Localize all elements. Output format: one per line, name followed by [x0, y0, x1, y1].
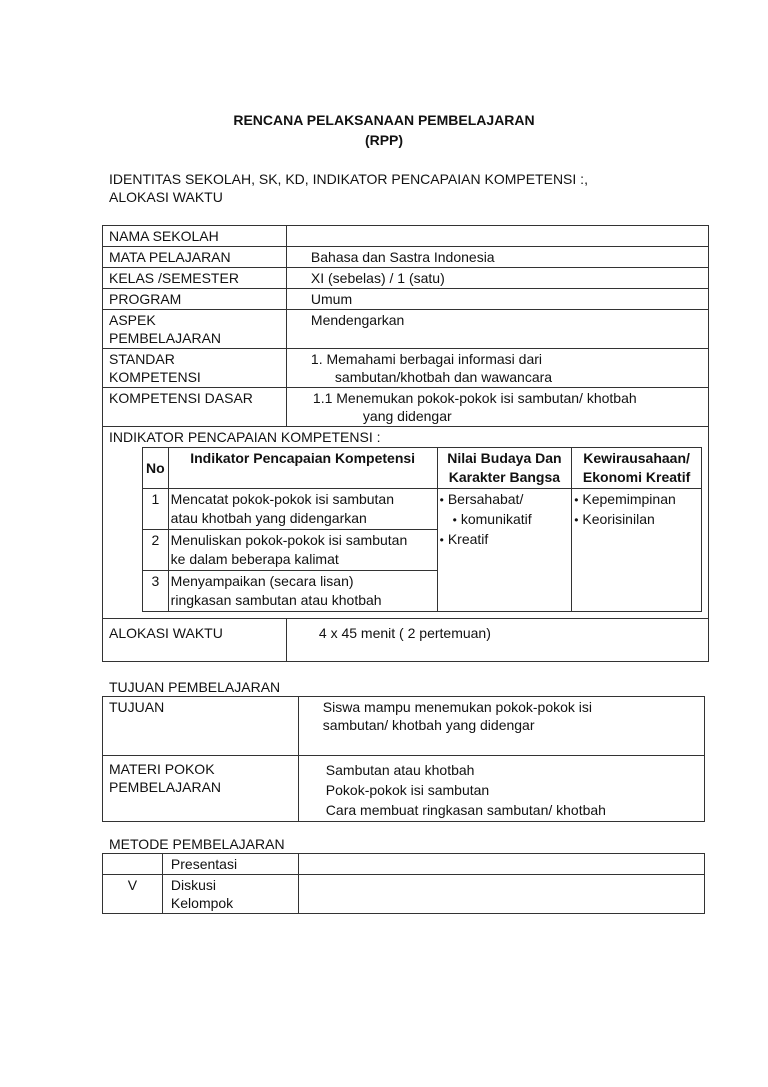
metode-name-line2: Kelompok [170, 895, 234, 911]
row-mata-pelajaran [103, 247, 709, 268]
row-nama-sekolah [103, 226, 709, 247]
aspek-label-line2: PEMBELAJARAN [109, 330, 222, 346]
list-item: • Bersahabat/ [440, 490, 570, 510]
tujuan-label: TUJUAN [103, 697, 299, 756]
metode-check [103, 854, 163, 875]
alokasi-label: ALOKASI WAKTU [103, 619, 287, 662]
kd-value-line1: 1.1 Menemukan pokok-pokok isi sambutan/ khotbah [312, 390, 637, 406]
list-item: • komunikatif [440, 510, 570, 530]
row-kelas [103, 268, 709, 289]
kd-value-line2: yang didengar [362, 408, 452, 424]
metode-heading: METODE PEMBELAJARAN [109, 836, 285, 852]
sk-label-line2: KOMPETENSI [109, 369, 201, 385]
materi-label-line2: PEMBELAJARAN [109, 779, 222, 795]
mata-pelajaran-label: MATA PELAJARAN [103, 247, 287, 268]
table-row [103, 854, 705, 875]
tujuan-value [298, 697, 704, 756]
metode-name [162, 875, 298, 914]
materi-label [103, 756, 299, 822]
aspek-label-line1: ASPEK [109, 312, 156, 328]
row-indikator-text [168, 489, 437, 530]
tujuan-table [102, 696, 705, 822]
nama-sekolah-label: NAMA SEKOLAH [103, 226, 287, 247]
row-no: 3 [143, 571, 169, 612]
row-indikator-text [168, 571, 437, 612]
header-kewirausahaan [572, 448, 702, 489]
sk-value-line2: sambutan/khotbah dan wawancara [334, 369, 553, 385]
metode-name-line1: Presentasi [170, 856, 238, 872]
indikator-header-row [143, 448, 702, 489]
row-standar-kompetensi [103, 349, 709, 388]
row-program [103, 289, 709, 310]
row-line2: atau khotbah yang didengarkan [170, 510, 367, 526]
metode-name-line1: Diskusi [170, 877, 217, 893]
header-nilai-line2: Karakter Bangsa [448, 469, 561, 485]
header-kewira-line2: Ekonomi Kreatif [582, 469, 691, 485]
header-nilai [437, 448, 572, 489]
row-alokasi-waktu [103, 619, 709, 662]
sk-label-line1: STANDAR [109, 351, 175, 367]
row-indikator-text [168, 530, 437, 571]
row-materi [103, 756, 705, 822]
kelas-label: KELAS /SEMESTER [103, 268, 287, 289]
kelas-value: XI (sebelas) / 1 (satu) [286, 268, 708, 289]
row-aspek [103, 310, 709, 349]
header-nilai-line1: Nilai Budaya Dan [447, 450, 562, 466]
sk-label [103, 349, 287, 388]
indikator-table [142, 447, 702, 612]
list-item: Cara membuat ringkasan sambutan/ khotbah [325, 802, 606, 818]
row-line1: Menuliskan pokok-pokok isi sambutan [170, 532, 408, 548]
row-line2: ke dalam beberapa kalimat [170, 551, 339, 567]
kd-label: KOMPETENSI DASAR [103, 388, 287, 427]
identitas-heading-line1: IDENTITAS SEKOLAH, SK, KD, INDIKATOR PENCAPAIAN KOMPETENSI :, [109, 171, 588, 187]
row-line1: Mencatat pokok-pokok isi sambutan [170, 491, 395, 507]
tujuan-heading: TUJUAN PEMBELAJARAN [109, 679, 281, 695]
program-value: Umum [286, 289, 708, 310]
row-no: 2 [143, 530, 169, 571]
row-no: 1 [143, 489, 169, 530]
sk-value-line1: 1. Memahami berbagai informasi dari [310, 351, 543, 367]
header-indikator: Indikator Pencapaian Kompetensi [168, 448, 437, 489]
list-item: • Kreatif [440, 530, 570, 550]
list-item: Sambutan atau khotbah [325, 762, 475, 778]
kd-value [286, 388, 708, 427]
indikator-cell [103, 427, 709, 619]
list-item: • Keorisinilan [574, 510, 699, 530]
list-item: Pokok-pokok isi sambutan [325, 782, 490, 798]
row-tujuan [103, 697, 705, 756]
kewira-cell [572, 489, 702, 612]
doc-title: RENCANA PELAKSANAAN PEMBELAJARAN [233, 112, 535, 128]
list-item: • Kepemimpinan [574, 490, 699, 510]
metode-table [102, 853, 705, 914]
metode-check: V [103, 875, 163, 914]
kewira-list [574, 490, 699, 530]
nilai-cell [437, 489, 572, 612]
nilai-list [440, 490, 570, 550]
row-kompetensi-dasar [103, 388, 709, 427]
identity-table [102, 225, 709, 662]
sk-value [286, 349, 708, 388]
program-label: PROGRAM [103, 289, 287, 310]
header-no: No [143, 448, 169, 489]
metode-note [298, 854, 704, 875]
materi-value [298, 756, 704, 822]
metode-note [298, 875, 704, 914]
materi-label-line1: MATERI POKOK [109, 761, 215, 777]
aspek-label [103, 310, 287, 349]
mata-pelajaran-value: Bahasa dan Sastra Indonesia [286, 247, 708, 268]
alokasi-value: 4 x 45 menit ( 2 pertemuan) [286, 619, 708, 662]
aspek-value: Mendengarkan [286, 310, 708, 349]
doc-subtitle: (RPP) [364, 132, 404, 148]
table-row [103, 875, 705, 914]
nama-sekolah-value [286, 226, 708, 247]
metode-name [162, 854, 298, 875]
identitas-heading-line2: ALOKASI WAKTU [109, 189, 223, 205]
row-line2: ringkasan sambutan atau khotbah [170, 592, 382, 608]
row-indikator [103, 427, 709, 619]
indikator-label: INDIKATOR PENCAPAIAN KOMPETENSI : [109, 429, 381, 445]
tujuan-value-line2: sambutan/ khotbah yang didengar [322, 717, 535, 733]
row-line1: Menyampaikan (secara lisan) [170, 573, 354, 589]
header-kewira-line1: Kewirausahaan/ [583, 450, 690, 466]
tujuan-value-line1: Siswa mampu menemukan pokok-pokok isi [322, 699, 593, 715]
table-row [143, 489, 702, 530]
